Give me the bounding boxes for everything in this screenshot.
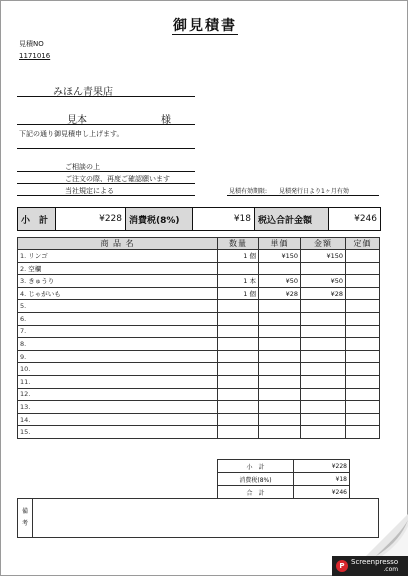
cell-name — [18, 363, 218, 376]
screenpresso-logo-icon: P — [336, 560, 348, 572]
cell-list-price — [346, 300, 380, 313]
cell-list-price — [346, 375, 380, 388]
page-curl-icon — [366, 514, 408, 556]
item-unit-price: ¥150 — [281, 251, 298, 260]
table-row — [18, 388, 380, 401]
row-number: 8. — [20, 339, 27, 348]
table-row — [18, 350, 380, 363]
table-row — [18, 287, 380, 300]
cell-name — [18, 338, 218, 351]
item-unit: 個 — [249, 252, 256, 261]
header-amount: 金額 — [301, 238, 346, 250]
cell-unit-price — [259, 338, 301, 351]
note-1: ご相談の上 — [65, 163, 100, 171]
cell-unit-price — [259, 401, 301, 414]
watermark-text — [351, 558, 398, 574]
table-row — [18, 312, 380, 325]
table-row — [18, 250, 380, 263]
cell-amount — [301, 262, 346, 275]
totals-label-text: 小 計 — [246, 463, 265, 471]
item-name: きゅうり — [28, 277, 55, 286]
item-name: 空欄 — [28, 264, 42, 273]
cell-amount — [301, 413, 346, 426]
cell-amount — [301, 401, 346, 414]
table-row — [18, 338, 380, 351]
row-number: 4. — [20, 290, 27, 299]
cell-quantity — [218, 413, 259, 426]
remarks-label-char-2: 考 — [21, 520, 28, 527]
totals-value-text: ¥228 — [331, 462, 347, 470]
totals-table — [217, 459, 350, 499]
note-line-1 — [17, 171, 195, 172]
intro-text: 下記の通り御見積申し上げます。 — [19, 130, 124, 138]
cell-quantity — [218, 312, 259, 325]
remarks-box — [17, 498, 379, 538]
cell-quantity — [218, 375, 259, 388]
item-amount: ¥150 — [326, 251, 343, 260]
row-number: 9. — [20, 352, 27, 361]
cell-unit-price — [259, 287, 301, 300]
cell-list-price — [346, 426, 380, 439]
table-row — [18, 363, 380, 376]
row-number: 1. — [20, 252, 27, 261]
totals-label-text: 消費税(8%) — [239, 476, 272, 484]
table-row — [18, 300, 380, 313]
summary-total-value: ¥246 — [354, 214, 377, 224]
cell-list-price — [346, 350, 380, 363]
cell-name — [18, 312, 218, 325]
validity-value: 見積発行日より1ヶ月有効 — [279, 188, 349, 195]
cell-amount — [301, 338, 346, 351]
quote-no-label: 見積NO — [19, 40, 44, 48]
totals-label — [218, 473, 294, 486]
item-quantity: 1 — [243, 290, 248, 299]
cell-quantity — [218, 363, 259, 376]
honorific: 様 — [161, 115, 171, 126]
cell-list-price — [346, 262, 380, 275]
header-item-name: 商 品 名 — [18, 238, 218, 250]
summary-total-label: 税込合計金額 — [255, 208, 329, 230]
totals-value — [294, 460, 350, 473]
cell-unit-price — [259, 262, 301, 275]
cell-unit-price — [259, 325, 301, 338]
cell-amount — [301, 375, 346, 388]
cell-quantity — [218, 275, 259, 288]
cell-amount — [301, 250, 346, 263]
cell-unit-price — [259, 350, 301, 363]
cell-list-price — [346, 287, 380, 300]
header-unit-price: 単価 — [259, 238, 301, 250]
table-row — [18, 275, 380, 288]
row-number: 2. — [20, 264, 27, 273]
watermark-badge — [332, 556, 408, 576]
row-number: 12. — [20, 390, 31, 399]
cell-name — [18, 413, 218, 426]
honorific-underline — [17, 124, 195, 125]
cell-amount — [301, 300, 346, 313]
totals-value — [294, 473, 350, 486]
items-table — [17, 237, 380, 439]
cell-amount — [301, 363, 346, 376]
cell-name — [18, 250, 218, 263]
item-name: リンゴ — [28, 252, 48, 261]
cell-list-price — [346, 413, 380, 426]
row-number: 6. — [20, 314, 27, 323]
cell-amount — [301, 388, 346, 401]
note-3: 当社規定による — [65, 187, 114, 195]
cell-quantity — [218, 300, 259, 313]
item-unit: 個 — [249, 290, 256, 299]
cell-quantity — [218, 350, 259, 363]
cell-unit-price — [259, 275, 301, 288]
row-number: 3. — [20, 277, 27, 286]
table-row — [18, 401, 380, 414]
cell-quantity — [218, 426, 259, 439]
remarks-label — [18, 499, 33, 537]
cell-quantity — [218, 388, 259, 401]
cell-amount — [301, 312, 346, 325]
table-row — [18, 375, 380, 388]
totals-label-text: 合 計 — [246, 489, 265, 497]
customer-underline — [17, 96, 195, 97]
header-quantity: 数量 — [218, 238, 259, 250]
cell-list-price — [346, 312, 380, 325]
cell-unit-price — [259, 413, 301, 426]
cell-quantity — [218, 325, 259, 338]
row-number: 7. — [20, 327, 27, 336]
cell-name — [18, 325, 218, 338]
totals-row — [218, 460, 350, 473]
cell-quantity — [218, 287, 259, 300]
cell-unit-price — [259, 363, 301, 376]
row-number: 10. — [20, 365, 31, 374]
note-line-3 — [17, 195, 195, 196]
table-row — [18, 325, 380, 338]
cell-amount — [301, 325, 346, 338]
cell-unit-price — [259, 250, 301, 263]
item-amount: ¥50 — [330, 276, 343, 285]
cell-list-price — [346, 250, 380, 263]
intro-line — [17, 148, 195, 149]
item-name: じゃがいも — [28, 290, 61, 299]
cell-name — [18, 401, 218, 414]
row-number: 13. — [20, 402, 31, 411]
totals-label — [218, 486, 294, 499]
document-title — [1, 15, 408, 35]
row-number: 5. — [20, 302, 27, 311]
cell-name — [18, 262, 218, 275]
cell-list-price — [346, 363, 380, 376]
cell-quantity — [218, 250, 259, 263]
customer-name: みほん青果店 — [53, 87, 113, 98]
item-unit-price: ¥50 — [285, 276, 298, 285]
item-quantity: 1 — [243, 252, 248, 261]
totals-row — [218, 473, 350, 486]
cell-list-price — [346, 275, 380, 288]
item-amount: ¥28 — [330, 289, 343, 298]
totals-value-text: ¥18 — [335, 475, 347, 483]
cell-unit-price — [259, 426, 301, 439]
summary-tax-label: 消費税(8%) — [126, 208, 193, 230]
cell-list-price — [346, 325, 380, 338]
honorific-line: 見本 — [67, 115, 87, 126]
cell-list-price — [346, 338, 380, 351]
table-row — [18, 262, 380, 275]
cell-amount — [301, 287, 346, 300]
cell-amount — [301, 350, 346, 363]
table-header-row — [18, 238, 380, 250]
quote-no-value: 1171016 — [19, 52, 51, 60]
summary-bar — [17, 207, 381, 231]
note-line-2 — [17, 183, 195, 184]
item-unit: 本 — [249, 277, 256, 286]
row-number: 14. — [20, 415, 31, 424]
cell-amount — [301, 275, 346, 288]
summary-subtotal-value: ¥228 — [56, 208, 126, 230]
watermark-domain: .com — [383, 566, 399, 573]
cell-name — [18, 275, 218, 288]
cell-name — [18, 388, 218, 401]
cell-name — [18, 300, 218, 313]
row-number: 11. — [20, 377, 31, 386]
row-number: 15. — [20, 428, 31, 437]
totals-value-text: ¥246 — [331, 488, 347, 496]
cell-unit-price — [259, 388, 301, 401]
cell-list-price — [346, 388, 380, 401]
cell-unit-price — [259, 375, 301, 388]
note-2: ご注文の際、再度ご確認願います — [65, 175, 170, 183]
cell-list-price — [346, 401, 380, 414]
totals-value — [294, 486, 350, 499]
cell-quantity — [218, 262, 259, 275]
watermark-name: Screenpresso — [351, 558, 399, 566]
cell-unit-price — [259, 312, 301, 325]
remarks-label-char-1: 備 — [21, 508, 28, 515]
cell-amount — [301, 426, 346, 439]
cell-quantity — [218, 338, 259, 351]
summary-subtotal-label: 小 計 — [18, 208, 56, 230]
cell-unit-price — [259, 300, 301, 313]
cell-quantity — [218, 401, 259, 414]
cell-name — [18, 287, 218, 300]
cell-name — [18, 375, 218, 388]
cell-name — [18, 350, 218, 363]
title-text: 御見積書 — [173, 18, 237, 34]
totals-row — [218, 486, 350, 499]
validity-label: 見積有効期限: — [229, 188, 268, 195]
table-row — [18, 426, 380, 439]
validity-line — [227, 195, 379, 196]
item-unit-price: ¥28 — [285, 289, 298, 298]
table-row — [18, 413, 380, 426]
summary-tax-value: ¥18 — [193, 208, 255, 230]
totals-label — [218, 460, 294, 473]
cell-name — [18, 426, 218, 439]
header-list-price: 定価 — [346, 238, 380, 250]
item-quantity: 1 — [243, 277, 248, 286]
